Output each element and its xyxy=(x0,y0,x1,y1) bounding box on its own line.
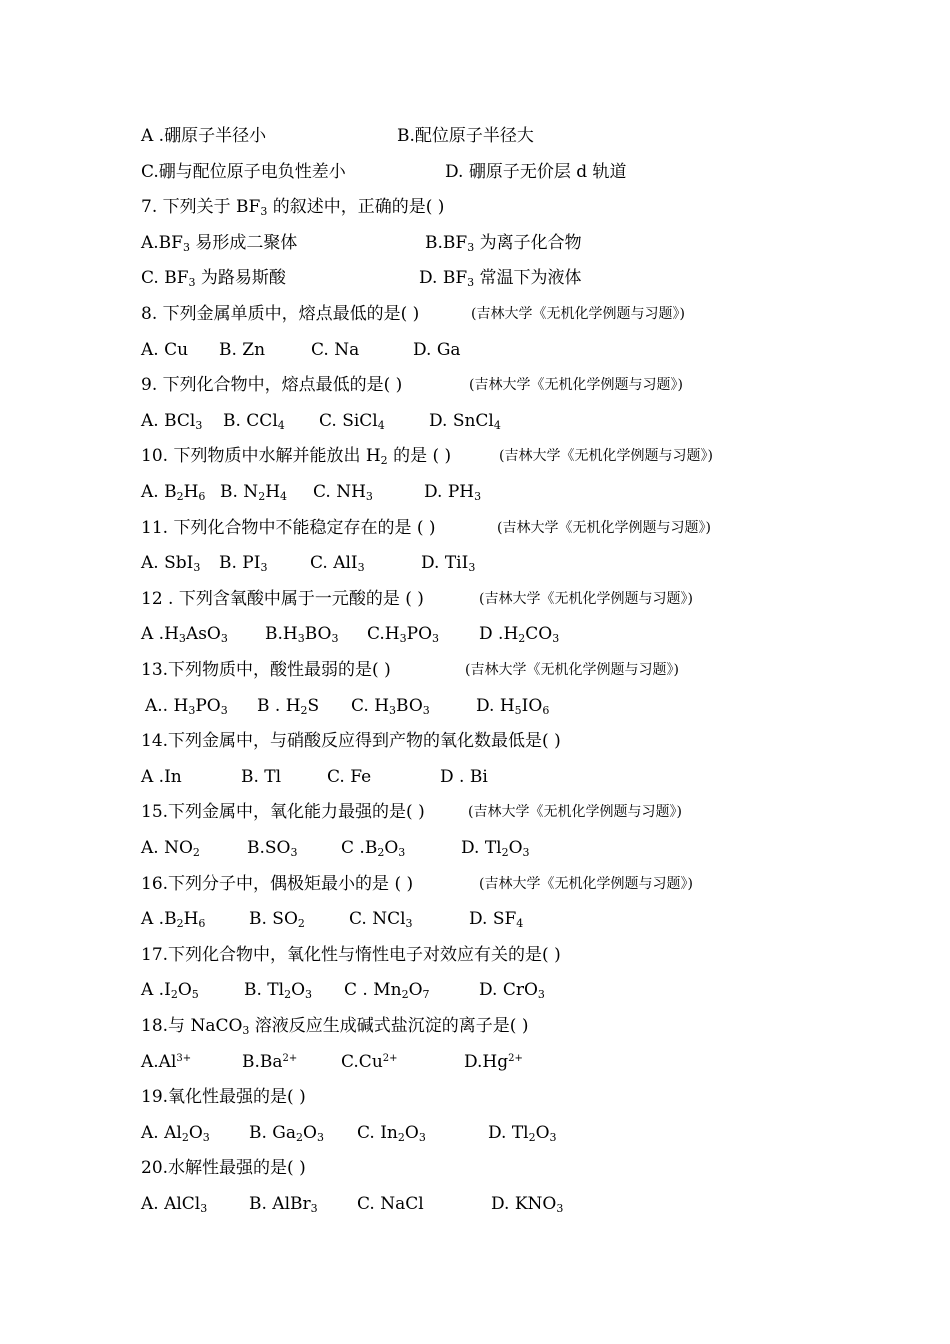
text-segment: C. NaCl xyxy=(357,1194,424,1214)
source-note: (吉林大学《无机化学例题与习题》) xyxy=(471,306,685,322)
text-segment: 8. 下列金属单质中，熔点最低的是( ) xyxy=(141,304,420,324)
text-segment: 19.氧化性最强的是( ) xyxy=(141,1087,306,1108)
text-segment: D. Ga xyxy=(413,339,461,360)
text-segment: $A.BF_3$ 易形成二聚体 xyxy=(141,232,298,254)
text-segment: C. Fe xyxy=(327,766,372,787)
text-segment: C $.B_2O_3$ xyxy=(341,838,406,859)
text-segment: D. $SF_4$ xyxy=(469,909,524,931)
source-note: (吉林大学《无机化学例题与习题》) xyxy=(468,804,682,821)
text-segment: B . $H_2S$ xyxy=(257,695,320,717)
text-segment: D. CrO$_3$ xyxy=(479,980,545,1002)
text-segment: B. $SO_2$ xyxy=(249,909,305,931)
text-segment: B. $Ga_2O_3$ xyxy=(249,1122,324,1144)
text-segment: C. $BF_3$ 为路易斯酸 xyxy=(141,268,286,290)
text-segment: A. Cu xyxy=(141,339,189,360)
text-segment: C. SiCl$_4$ xyxy=(319,410,385,432)
text-segment: $C.Cu^{2+}$ xyxy=(341,1051,398,1072)
text-segment: 15.下列金属中，氧化能力最强的是( ) xyxy=(141,802,425,823)
text-segment: 10. 下列物质中水解并能放出 $H_2$ 的是 ( ) xyxy=(141,446,452,468)
text-segment: D . Bi xyxy=(440,766,488,787)
text-segment: D. $BF_3$ 常温下为液体 xyxy=(419,268,582,290)
text-segment: $B.H_3BO_3$ xyxy=(265,624,339,646)
text-segment: B. $Tl_2O_3$ xyxy=(244,980,313,1002)
text-segment: C. $NH_3$ xyxy=(313,482,373,503)
text-segment: 11. 下列化合物中不能稳定存在的是 ( ) xyxy=(141,517,436,538)
text-segment: D. $H_5IO_6$ xyxy=(476,695,550,717)
source-note: (吉林大学《无机化学例题与习题》) xyxy=(465,662,679,678)
text-segment: 9. 下列化合物中，熔点最低的是( ) xyxy=(141,375,403,396)
text-segment: 16.下列分子中，偶极矩最小的是 ( ) xyxy=(141,873,414,894)
text-segment: D. $PH_3$ xyxy=(424,482,482,503)
text-segment: D. $Tl_2O_3$ xyxy=(461,838,530,859)
text-segment: 13.下列物质中，酸性最弱的是( ) xyxy=(141,660,391,680)
text-segment: C. $In_2O_3$ xyxy=(357,1122,426,1144)
text-segment: 20.水解性最强的是( ) xyxy=(141,1158,306,1179)
text-segment: C . $Mn_2O_7$ xyxy=(344,980,430,1002)
text-segment: D. TiI$_3$ xyxy=(421,553,476,575)
text-segment: 7. 下列关于 $BF_3$ 的叙述中，正确的是( ) xyxy=(141,197,445,219)
text-segment: B. Tl xyxy=(241,766,282,787)
text-segment: D. $Tl_2O_3$ xyxy=(488,1122,557,1144)
text-segment: B. $N_2H_4$ xyxy=(220,482,288,503)
text-segment: A $.H_3AsO_3$ xyxy=(141,624,228,646)
text-segment: $C.H_3PO_3$ xyxy=(367,624,440,646)
source-note: (吉林大学《无机化学例题与习题》) xyxy=(479,590,693,607)
text-segment: D. 硼原子无价层 d 轨道 xyxy=(445,161,627,182)
source-note: (吉林大学《无机化学例题与习题》) xyxy=(497,519,711,536)
text-segment: A .In xyxy=(141,766,182,787)
text-segment: B.配位原子半径大 xyxy=(397,126,534,146)
text-segment: C. $H_3BO_3$ xyxy=(351,695,430,717)
text-segment: $D.Hg^{2+}$ xyxy=(464,1051,523,1072)
source-note: (吉林大学《无机化学例题与习题》) xyxy=(499,448,713,465)
text-segment: B. CCl$_4$ xyxy=(223,410,285,432)
text-segment: D. $KNO_3$ xyxy=(491,1194,564,1215)
text-segment: A $.B_2H_6$ xyxy=(141,909,206,931)
text-segment: 14.下列金属中，与硝酸反应得到产物的氧化数最低是( ) xyxy=(141,731,561,752)
text-segment: D. SnCl$_4$ xyxy=(429,410,501,432)
text-segment: A. BCl$_3$ xyxy=(141,410,203,432)
source-note: (吉林大学《无机化学例题与习题》) xyxy=(479,875,693,892)
text-segment: $A.Al^{3+}$ xyxy=(141,1051,192,1072)
text-segment: A. $B_2H_6$ xyxy=(141,482,206,503)
text-segment: 17.下列化合物中，氧化性与惰性电子对效应有关的是( ) xyxy=(141,944,561,965)
text-segment: B. AlBr$_3$ xyxy=(249,1194,318,1215)
text-segment: D $.H_2CO_3$ xyxy=(479,624,560,646)
text-segment: A $.I_2O_5$ xyxy=(141,980,199,1002)
source-note: (吉林大学《无机化学例题与习题》) xyxy=(469,377,683,394)
text-segment: A.. $H_3PO_3$ xyxy=(145,695,228,717)
text-segment: $B.BF_3$ 为离子化合物 xyxy=(425,232,582,254)
text-segment: $B.Ba^{2+}$ xyxy=(242,1051,298,1072)
text-segment: C. NCl$_3$ xyxy=(349,909,413,931)
text-segment: A. $Al_2O_3$ xyxy=(141,1122,210,1144)
text-segment: B. Zn xyxy=(219,339,266,360)
text-segment: B. $PI_3$ xyxy=(219,553,268,575)
text-segment: C. Na xyxy=(311,339,360,360)
text-segment: $B.SO_3$ xyxy=(247,838,298,859)
text-segment: 12 . 下列含氧酸中属于一元酸的是 ( ) xyxy=(141,588,424,609)
text-segment: C. AlI$_3$ xyxy=(310,553,365,575)
text-segment: A. SbI$_3$ xyxy=(141,553,201,575)
text-segment: C.硼与配位原子电负性差小 xyxy=(141,161,346,182)
text-segment: A .硼原子半径小 xyxy=(141,126,267,146)
text-segment: A. AlCl$_3$ xyxy=(141,1194,208,1215)
text-segment: 18.与 NaCO$_3$ 溶液反应生成碱式盐沉淀的离子是( ) xyxy=(141,1016,529,1037)
text-segment: A. $NO_2$ xyxy=(141,838,200,859)
